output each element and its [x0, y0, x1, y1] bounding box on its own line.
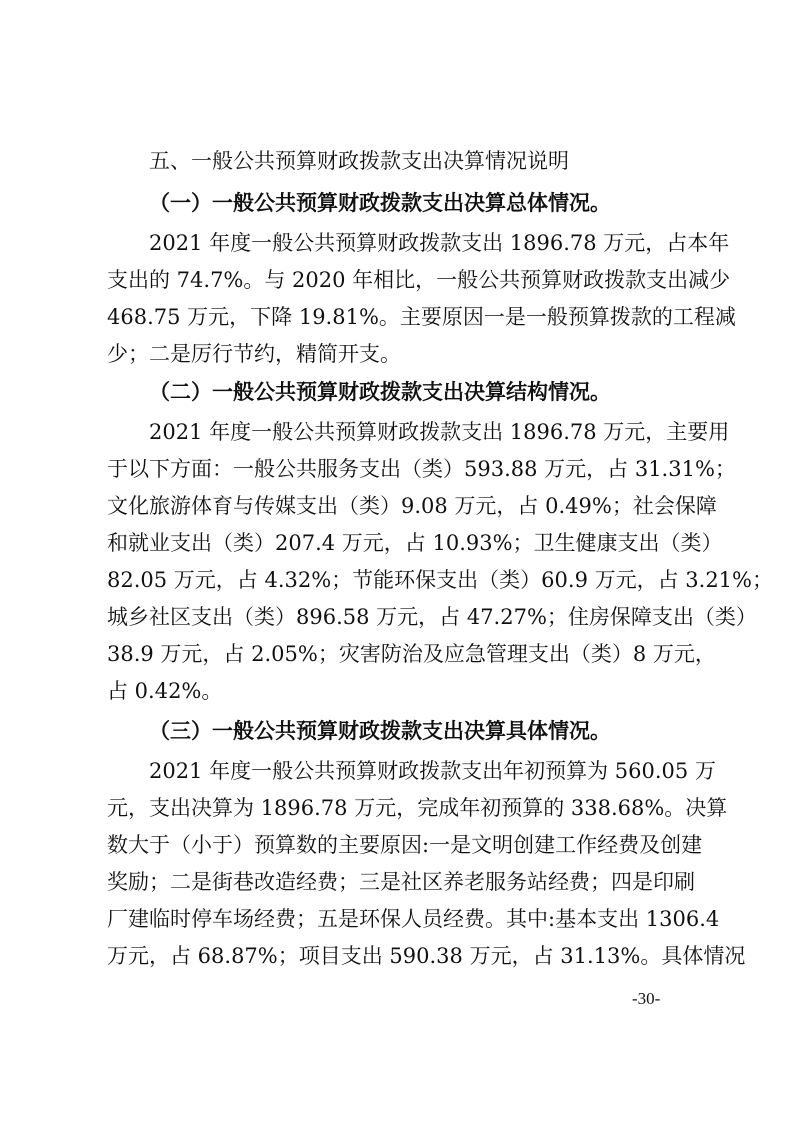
paragraph-line: 2021 年度一般公共预算财政拨款支出 1896.78 万元，占本年 — [149, 231, 730, 255]
paragraph-line: 支出的 74.7%。与 2020 年相比，一般公共预算财政拨款支出减少 — [107, 268, 731, 292]
paragraph-line: 元，支出决算为 1896.78 万元，完成年初预算的 338.68%。决算 — [107, 796, 728, 820]
paragraph-line: 占 0.42%。 — [107, 679, 223, 703]
section-title: 五、一般公共预算财政拨款支出决算情况说明 — [149, 149, 569, 173]
paragraph-line: 城乡社区支出（类）896.58 万元，占 47.27%；住房保障支出（类） — [107, 605, 757, 629]
paragraph-line: 文化旅游体育与传媒支出（类）9.08 万元，占 0.49%；社会保障 — [107, 494, 717, 518]
paragraph-line: 38.9 万元，占 2.05%；灾害防治及应急管理支出（类）8 万元， — [107, 642, 716, 666]
paragraph-line: 万元，占 68.87%；项目支出 590.38 万元，占 31.13%。具体情况 — [107, 944, 746, 968]
paragraph-line: 和就业支出（类）207.4 万元，占 10.93%；卫生健康支出（类） — [107, 531, 723, 555]
subsection-2-heading: （二）一般公共预算财政拨款支出决算结构情况。 — [149, 380, 611, 404]
paragraph-line: 奖励；二是街巷改造经费；三是社区养老服务站经费；四是印刷 — [107, 870, 695, 894]
paragraph-line: 2021 年度一般公共预算财政拨款支出年初预算为 560.05 万 — [149, 759, 716, 783]
paragraph-line: 468.75 万元，下降 19.81%。主要原因一是一般预算拨款的工程减 — [107, 305, 736, 329]
paragraph-line: 82.05 万元，占 4.32%；节能环保支出（类）60.9 万元，占 3.21%； — [107, 568, 773, 592]
paragraph-line: 2021 年度一般公共预算财政拨款支出 1896.78 万元，主要用 — [149, 420, 730, 444]
paragraph-line: 少；二是厉行节约，精简开支。 — [107, 342, 401, 366]
page-number: -30- — [632, 989, 661, 1008]
paragraph-line: 厂建临时停车场经费；五是环保人员经费。其中:基本支出 1306.4 — [107, 907, 720, 931]
subsection-3-heading: （三）一般公共预算财政拨款支出决算具体情况。 — [149, 719, 611, 743]
paragraph-line: 数大于（小于）预算数的主要原因:一是文明创建工作经费及创建 — [107, 833, 703, 857]
paragraph-line: 于以下方面：一般公共服务支出（类）593.88 万元，占 31.31%； — [107, 457, 736, 481]
subsection-1-heading: （一）一般公共预算财政拨款支出决算总体情况。 — [149, 191, 611, 215]
